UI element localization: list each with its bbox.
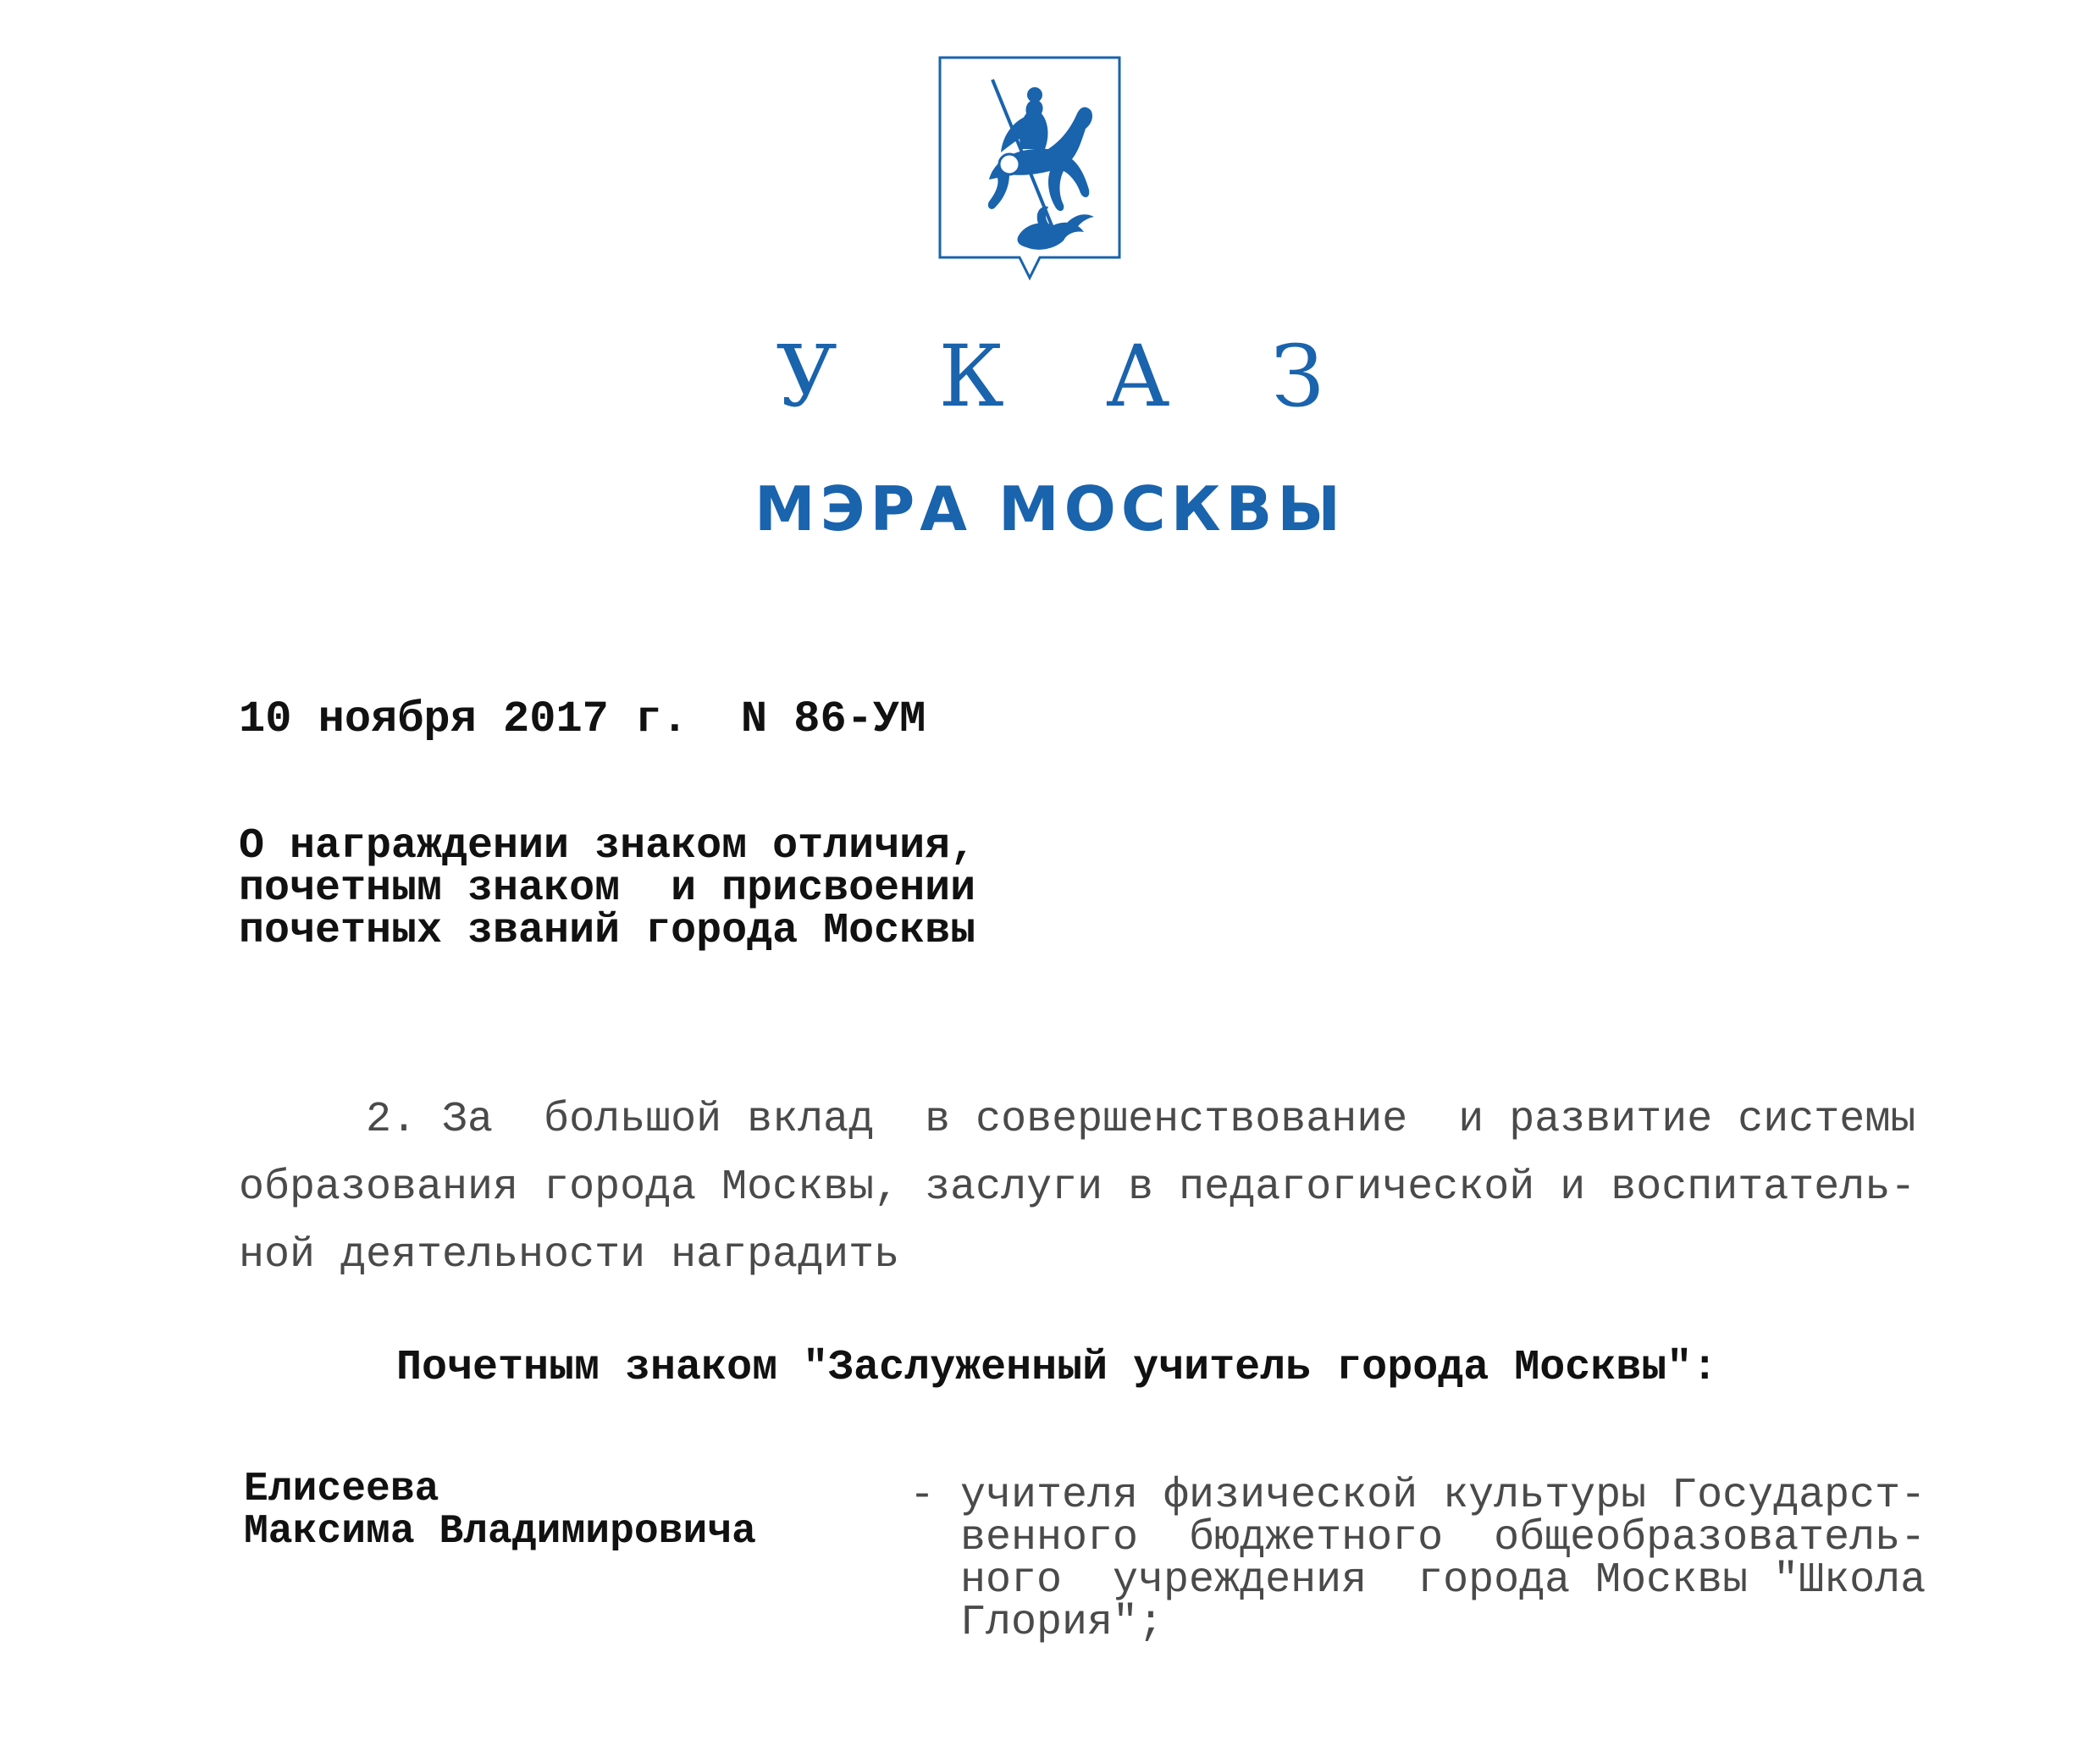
recipient-name — [244, 1468, 756, 1553]
subject-line: почетных званий города Москвы — [239, 907, 976, 955]
recipient-description — [909, 1472, 1926, 1647]
paragraph-line: ной деятельности наградить — [239, 1231, 900, 1279]
paragraph-line: образования города Москвы, заслуги в педагогической и воспитатель- — [239, 1163, 1916, 1212]
issuer-title: МЭРА МОСКВЫ — [754, 473, 1346, 544]
award-heading: Почетным знаком "Заслуженный учитель города Москвы": — [396, 1344, 1718, 1392]
document-type-title: У К А З — [776, 327, 1362, 426]
description-line: венного бюджетного общеобразователь- — [909, 1514, 1926, 1562]
date-and-number: 10 ноября 2017 г. N 86-УМ — [239, 694, 926, 744]
recipient-surname: Елисеева — [244, 1467, 439, 1512]
subject-line: О награждении знаком отличия, — [239, 822, 976, 870]
paragraph-line: 2. За большой вклад в совершенствование и развитие системы — [239, 1096, 1916, 1144]
body-paragraph — [239, 1086, 1915, 1290]
subject-line: почетным знаком и присвоении — [239, 865, 976, 913]
description-line: Глория"; — [909, 1599, 1164, 1647]
description-line: - учителя физической культуры Государст- — [909, 1472, 1926, 1520]
decree-subject — [239, 822, 976, 955]
moscow-coat-of-arms-icon — [937, 54, 1123, 285]
description-line: ного учреждения города Москвы "Школа — [909, 1556, 1926, 1605]
recipient-given-names: Максима Владимировича — [244, 1509, 756, 1555]
